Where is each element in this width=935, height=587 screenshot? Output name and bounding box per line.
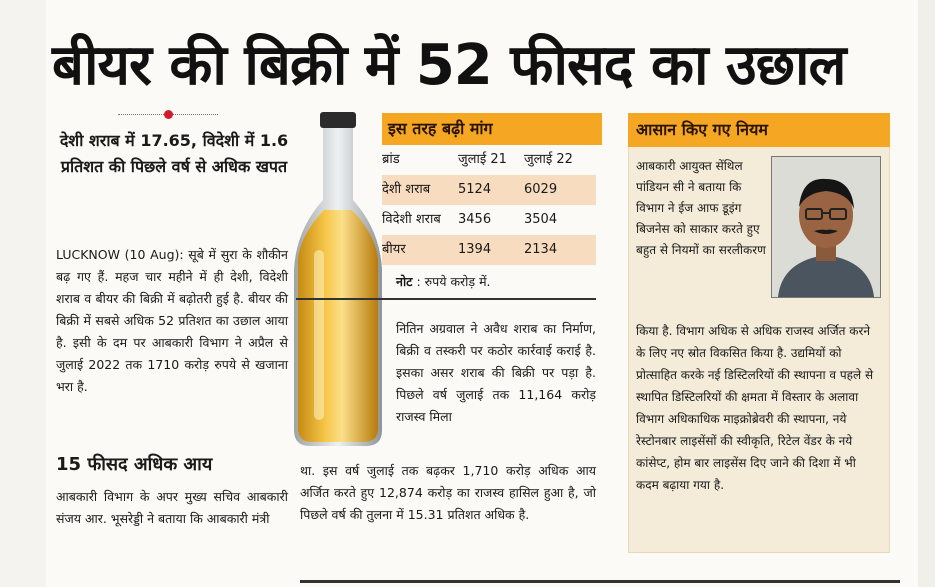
article-column-2-continued: था. इस वर्ष जुलाई तक बढ़कर 1,710 करोड़ अधिक आय अर्जित करते हुए 12,874 करोड़ का राजस्व हासिल हुआ है, जो पिछले वर्ष की तुलना में 15.31 प्रतिशत अधिक है. (300, 463, 596, 522)
table-header-cell: जुलाई 22 (524, 152, 573, 167)
person-photo-icon (772, 157, 880, 297)
section-heading: 15 फीसद अधिक आय (56, 454, 213, 475)
bottom-rule (300, 580, 900, 583)
table-note (396, 273, 491, 290)
table-cell: 3456 (458, 212, 492, 227)
subhead: देशी शराब में 17.65, विदेशी में 1.6 प्रतिशत की पिछले वर्ष से अधिक खपत (59, 131, 289, 176)
table-row (382, 175, 596, 205)
table-cell: बीयर (382, 242, 406, 257)
table-row (382, 235, 596, 265)
article-column-1: LUCKNOW (10 Aug): सूबे में सुरा के शौकीन बढ़ गए हैं. महज चार महीने में ही देशी, विदेशी शराब व बीयर की बिक्री में बढ़ोतरी हुई है. बीयर की बिक्री में सबसे अधिक 52 प्रतिशत का उछाल आया है. इसी के दम पर आबकारी विभाग ने अप्रैल से जुलाई 2022 तक 1710 करोड़ रुपये से खजाना भरा है. (56, 247, 288, 394)
table-cell: 5124 (458, 182, 492, 197)
table-title: इस तरह बढ़ी मांग (382, 113, 602, 145)
table-header-cell: ब्रांड (382, 152, 400, 167)
sidebar-title: आसान किए गए नियम (628, 113, 890, 147)
note-label: नोट (396, 274, 413, 289)
table-row (382, 205, 596, 235)
table-cell: 6029 (524, 182, 558, 197)
table-cell: 1394 (458, 242, 492, 257)
article-column-1-continued: आबकारी विभाग के अपर मुख्य सचिव आबकारी संजय आर. भूसरेड्डी ने बताया कि आबकारी मंत्री (56, 489, 288, 526)
note-text: : रुपये करोड़ में. (416, 274, 491, 289)
table-header-cell: जुलाई 21 (458, 152, 507, 167)
official-portrait-photo (771, 156, 881, 298)
article-column-2: नितिन अग्रवाल ने अवैध शराब का निर्माण, बिक्री व तस्करी पर कठोर कार्रवाई कराई है. इसका असर शराब की बिक्री पर पड़ा है. पिछले वर्ष जुलाई तक 11,164 करोड़ राजस्व मिला (396, 321, 596, 424)
sidebar-text-continued: किया है. विभाग अधिक से अधिक राजस्व अर्जित करने के लिए नए स्रोत विकसित किया है. उद्यमियों को प्रोत्साहित करके नई डिस्टिलरियों की स्थापना व पहले से स्थापित डिस्टिलरियों की क्षमता में विस्तार के अलावा विभाग अधिकाधिक माइक्रोब्रेवरी की स्थापना, नये रेस्टोनबार लाइसेंसों की स्वीकृति, रिटेल वेंडर के नये कांसेप्ट, होम बार लाइसेंस दिए जाने की दिशा में भी कदम बढ़ाया गया है. (636, 324, 874, 492)
table-cell: 3504 (524, 212, 558, 227)
sidebar-text: आबकारी आयुक्त सेंथिल पांडियन सी ने बताया कि विभाग ने ईज आफ डूइंग बिजनेस को साकार करते हुए बहुत से नियमों का सरलीकरण (636, 159, 766, 257)
table-header-row (382, 145, 596, 175)
column-divider (296, 298, 596, 300)
headline: बीयर की बिक्री में 52 फीसद का उछाल (52, 33, 846, 98)
red-dot-ornament (164, 110, 173, 119)
table-cell: 2134 (524, 242, 558, 257)
adjacent-page-edge (918, 0, 935, 587)
table-cell: विदेशी शराब (382, 212, 441, 227)
table-cell: देशी शराब (382, 182, 431, 197)
